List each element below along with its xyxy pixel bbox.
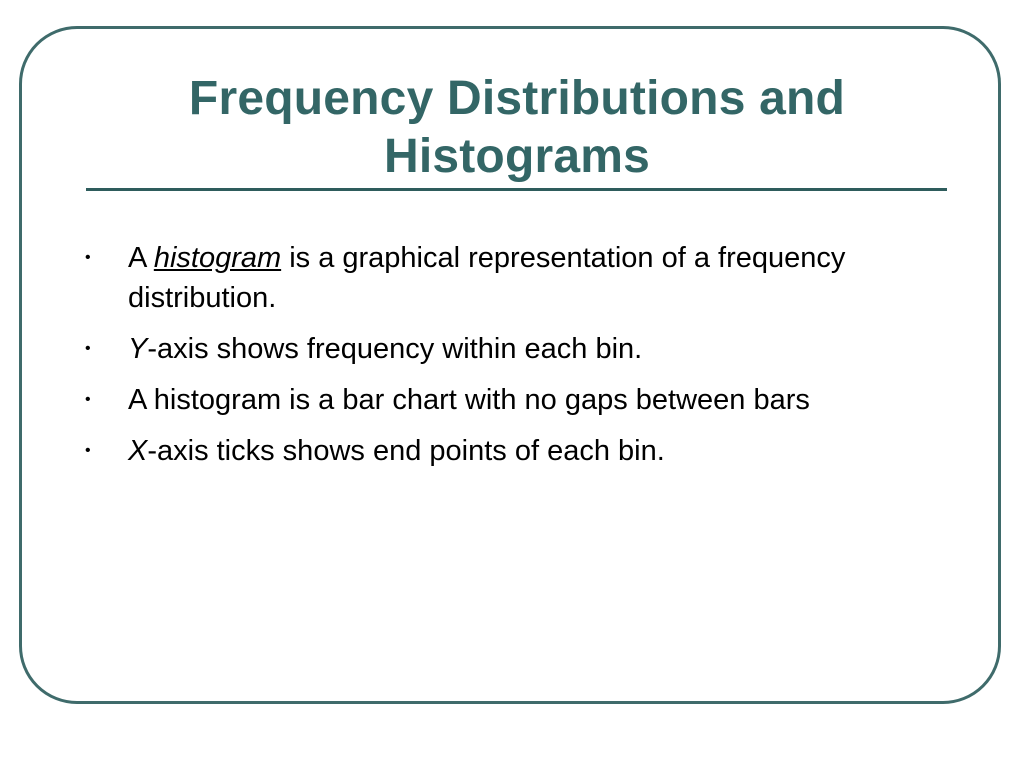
- bullet-text-rest: -axis shows frequency within each bin.: [147, 333, 643, 365]
- bullet-list: [80, 238, 980, 482]
- bullet-item: [80, 238, 980, 318]
- bullet-icon: •: [85, 442, 91, 459]
- bullet-text-lead: A: [128, 242, 154, 274]
- bullet-text-emphasis: Y: [128, 333, 148, 365]
- bullet-text-rest: -axis ticks shows end points of each bin.: [147, 435, 665, 467]
- bullet-icon: •: [85, 340, 91, 357]
- bullet-item: [80, 380, 980, 420]
- bullet-icon: •: [85, 249, 91, 266]
- bullet-item: [80, 329, 980, 369]
- bullet-item: [80, 431, 980, 471]
- title-underline-rule: [86, 188, 947, 191]
- slide-title: Frequency Distributions and Histograms: [188, 72, 846, 183]
- bullet-text: A histogram is a bar chart with no gaps between bars: [128, 384, 810, 416]
- bullet-text-emphasis: X: [128, 435, 148, 467]
- bullet-text-emphasis: histogram: [153, 242, 282, 274]
- bullet-icon: •: [85, 391, 91, 408]
- bullet-text-rest: is a graphical representation of a frequency distribution.: [128, 242, 846, 314]
